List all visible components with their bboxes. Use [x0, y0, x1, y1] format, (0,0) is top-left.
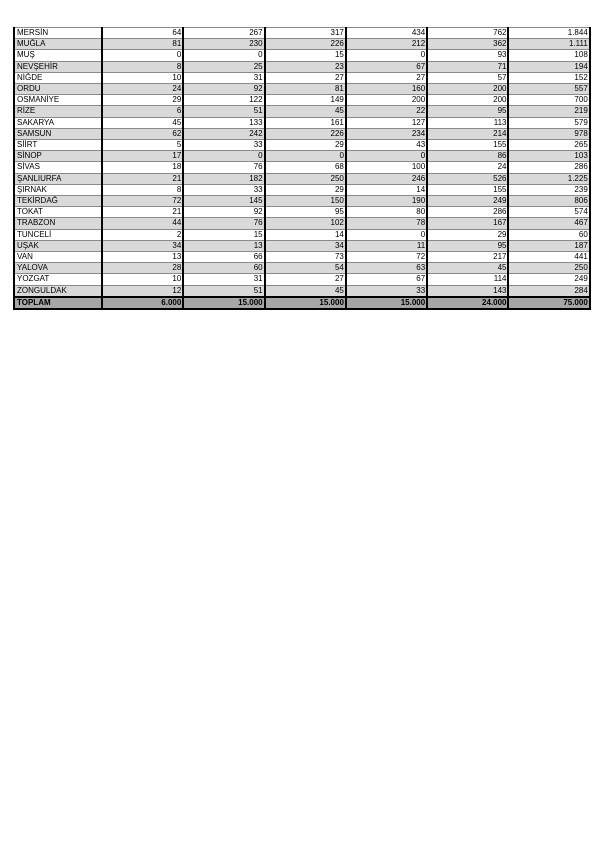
value-cell: 149 [265, 95, 346, 106]
province-name-cell: ŞANLIURFA [14, 173, 102, 184]
value-cell: 31 [183, 274, 264, 285]
value-cell: 78 [346, 218, 427, 229]
value-cell: 200 [346, 95, 427, 106]
value-cell: 95 [265, 207, 346, 218]
value-cell: 54 [265, 263, 346, 274]
value-cell: 0 [346, 151, 427, 162]
table-row [14, 128, 590, 139]
table-row [14, 28, 590, 39]
value-cell: 62 [102, 128, 183, 139]
value-cell: 145 [183, 196, 264, 207]
province-name-cell: SAKARYA [14, 117, 102, 128]
value-cell: 250 [508, 263, 589, 274]
table-row [14, 229, 590, 240]
value-cell: 194 [508, 61, 589, 72]
value-cell: 13 [183, 240, 264, 251]
value-cell: 239 [508, 184, 589, 195]
value-cell: 13 [102, 252, 183, 263]
table-body [14, 28, 590, 310]
value-cell: 143 [427, 285, 508, 297]
value-cell: 526 [427, 173, 508, 184]
value-cell: 150 [265, 196, 346, 207]
value-cell: 152 [508, 72, 589, 83]
province-name-cell: NEVŞEHİR [14, 61, 102, 72]
province-name-cell: MUĞLA [14, 39, 102, 50]
table-row [14, 95, 590, 106]
value-cell: 33 [183, 184, 264, 195]
value-cell: 67 [346, 274, 427, 285]
value-cell: 45 [265, 285, 346, 297]
table-row [14, 184, 590, 195]
document-page [13, 27, 589, 310]
value-cell: 28 [102, 263, 183, 274]
value-cell: 219 [508, 106, 589, 117]
total-label-cell: TOPLAM [14, 297, 102, 309]
table-row [14, 207, 590, 218]
table-row [14, 173, 590, 184]
value-cell: 0 [102, 50, 183, 61]
value-cell: 122 [183, 95, 264, 106]
province-name-cell: SİVAS [14, 162, 102, 173]
value-cell: 24 [427, 162, 508, 173]
value-cell: 0 [183, 151, 264, 162]
value-cell: 574 [508, 207, 589, 218]
value-cell: 33 [346, 285, 427, 297]
value-cell: 286 [508, 162, 589, 173]
table-row [14, 61, 590, 72]
value-cell: 8 [102, 184, 183, 195]
value-cell: 14 [346, 184, 427, 195]
value-cell: 76 [183, 162, 264, 173]
value-cell: 33 [183, 140, 264, 151]
value-cell: 27 [265, 72, 346, 83]
value-cell: 64 [102, 28, 183, 39]
value-cell: 23 [265, 61, 346, 72]
value-cell: 200 [427, 95, 508, 106]
value-cell: 467 [508, 218, 589, 229]
table-row [14, 252, 590, 263]
value-cell: 27 [265, 274, 346, 285]
value-cell: 286 [427, 207, 508, 218]
total-value-cell: 15.000 [346, 297, 427, 309]
value-cell: 978 [508, 128, 589, 139]
value-cell: 18 [102, 162, 183, 173]
value-cell: 579 [508, 117, 589, 128]
value-cell: 73 [265, 252, 346, 263]
province-quota-table [13, 27, 591, 310]
province-name-cell: RİZE [14, 106, 102, 117]
total-value-cell: 24.000 [427, 297, 508, 309]
value-cell: 557 [508, 84, 589, 95]
province-name-cell: TOKAT [14, 207, 102, 218]
value-cell: 806 [508, 196, 589, 207]
table-row [14, 84, 590, 95]
value-cell: 63 [346, 263, 427, 274]
table-row [14, 285, 590, 297]
value-cell: 155 [427, 140, 508, 151]
value-cell: 34 [102, 240, 183, 251]
value-cell: 214 [427, 128, 508, 139]
value-cell: 190 [346, 196, 427, 207]
value-cell: 246 [346, 173, 427, 184]
value-cell: 108 [508, 50, 589, 61]
value-cell: 11 [346, 240, 427, 251]
value-cell: 92 [183, 84, 264, 95]
province-name-cell: TRABZON [14, 218, 102, 229]
total-value-cell: 15.000 [265, 297, 346, 309]
value-cell: 230 [183, 39, 264, 50]
value-cell: 66 [183, 252, 264, 263]
value-cell: 24 [102, 84, 183, 95]
value-cell: 21 [102, 207, 183, 218]
value-cell: 127 [346, 117, 427, 128]
value-cell: 29 [265, 140, 346, 151]
value-cell: 1.844 [508, 28, 589, 39]
value-cell: 22 [346, 106, 427, 117]
province-name-cell: OSMANİYE [14, 95, 102, 106]
total-value-cell: 6.000 [102, 297, 183, 309]
value-cell: 31 [183, 72, 264, 83]
value-cell: 45 [265, 106, 346, 117]
value-cell: 160 [346, 84, 427, 95]
value-cell: 34 [265, 240, 346, 251]
value-cell: 5 [102, 140, 183, 151]
value-cell: 21 [102, 173, 183, 184]
value-cell: 762 [427, 28, 508, 39]
value-cell: 68 [265, 162, 346, 173]
value-cell: 434 [346, 28, 427, 39]
province-name-cell: MUŞ [14, 50, 102, 61]
value-cell: 0 [346, 50, 427, 61]
province-name-cell: MERSİN [14, 28, 102, 39]
table-row [14, 106, 590, 117]
province-name-cell: ORDU [14, 84, 102, 95]
value-cell: 95 [427, 240, 508, 251]
value-cell: 76 [183, 218, 264, 229]
value-cell: 1.225 [508, 173, 589, 184]
value-cell: 317 [265, 28, 346, 39]
value-cell: 51 [183, 285, 264, 297]
table-row [14, 117, 590, 128]
value-cell: 14 [265, 229, 346, 240]
value-cell: 27 [346, 72, 427, 83]
value-cell: 10 [102, 72, 183, 83]
province-name-cell: SAMSUN [14, 128, 102, 139]
value-cell: 200 [427, 84, 508, 95]
value-cell: 15 [183, 229, 264, 240]
value-cell: 103 [508, 151, 589, 162]
table-row [14, 72, 590, 83]
value-cell: 80 [346, 207, 427, 218]
table-row [14, 196, 590, 207]
table-row [14, 240, 590, 251]
value-cell: 284 [508, 285, 589, 297]
value-cell: 86 [427, 151, 508, 162]
value-cell: 51 [183, 106, 264, 117]
value-cell: 45 [427, 263, 508, 274]
value-cell: 57 [427, 72, 508, 83]
value-cell: 81 [265, 84, 346, 95]
value-cell: 0 [183, 50, 264, 61]
province-name-cell: YALOVA [14, 263, 102, 274]
value-cell: 167 [427, 218, 508, 229]
table-row [14, 274, 590, 285]
province-name-cell: NİĞDE [14, 72, 102, 83]
value-cell: 67 [346, 61, 427, 72]
value-cell: 249 [508, 274, 589, 285]
value-cell: 161 [265, 117, 346, 128]
value-cell: 182 [183, 173, 264, 184]
province-name-cell: VAN [14, 252, 102, 263]
table-row [14, 151, 590, 162]
value-cell: 102 [265, 218, 346, 229]
value-cell: 700 [508, 95, 589, 106]
province-name-cell: SİNOP [14, 151, 102, 162]
province-name-cell: TEKİRDAĞ [14, 196, 102, 207]
value-cell: 29 [265, 184, 346, 195]
value-cell: 217 [427, 252, 508, 263]
province-name-cell: ZONGULDAK [14, 285, 102, 297]
province-name-cell: TUNCELİ [14, 229, 102, 240]
value-cell: 60 [183, 263, 264, 274]
table-row [14, 218, 590, 229]
value-cell: 29 [427, 229, 508, 240]
value-cell: 250 [265, 173, 346, 184]
province-name-cell: UŞAK [14, 240, 102, 251]
value-cell: 81 [102, 39, 183, 50]
value-cell: 93 [427, 50, 508, 61]
table-row [14, 263, 590, 274]
value-cell: 15 [265, 50, 346, 61]
value-cell: 187 [508, 240, 589, 251]
value-cell: 249 [427, 196, 508, 207]
value-cell: 0 [346, 229, 427, 240]
value-cell: 114 [427, 274, 508, 285]
value-cell: 29 [102, 95, 183, 106]
value-cell: 72 [346, 252, 427, 263]
value-cell: 0 [265, 151, 346, 162]
province-name-cell: SİİRT [14, 140, 102, 151]
value-cell: 242 [183, 128, 264, 139]
value-cell: 113 [427, 117, 508, 128]
value-cell: 226 [265, 39, 346, 50]
value-cell: 60 [508, 229, 589, 240]
value-cell: 45 [102, 117, 183, 128]
value-cell: 25 [183, 61, 264, 72]
value-cell: 226 [265, 128, 346, 139]
value-cell: 10 [102, 274, 183, 285]
table-row [14, 162, 590, 173]
value-cell: 92 [183, 207, 264, 218]
value-cell: 6 [102, 106, 183, 117]
value-cell: 1.111 [508, 39, 589, 50]
value-cell: 100 [346, 162, 427, 173]
value-cell: 133 [183, 117, 264, 128]
table-row [14, 140, 590, 151]
value-cell: 441 [508, 252, 589, 263]
table-row [14, 39, 590, 50]
total-value-cell: 75.000 [508, 297, 589, 309]
value-cell: 12 [102, 285, 183, 297]
value-cell: 234 [346, 128, 427, 139]
value-cell: 44 [102, 218, 183, 229]
value-cell: 265 [508, 140, 589, 151]
value-cell: 17 [102, 151, 183, 162]
value-cell: 71 [427, 61, 508, 72]
value-cell: 212 [346, 39, 427, 50]
value-cell: 362 [427, 39, 508, 50]
value-cell: 8 [102, 61, 183, 72]
value-cell: 43 [346, 140, 427, 151]
table-row [14, 50, 590, 61]
value-cell: 72 [102, 196, 183, 207]
value-cell: 95 [427, 106, 508, 117]
total-row [14, 297, 590, 309]
province-name-cell: ŞIRNAK [14, 184, 102, 195]
value-cell: 267 [183, 28, 264, 39]
value-cell: 155 [427, 184, 508, 195]
province-name-cell: YOZGAT [14, 274, 102, 285]
total-value-cell: 15.000 [183, 297, 264, 309]
value-cell: 2 [102, 229, 183, 240]
